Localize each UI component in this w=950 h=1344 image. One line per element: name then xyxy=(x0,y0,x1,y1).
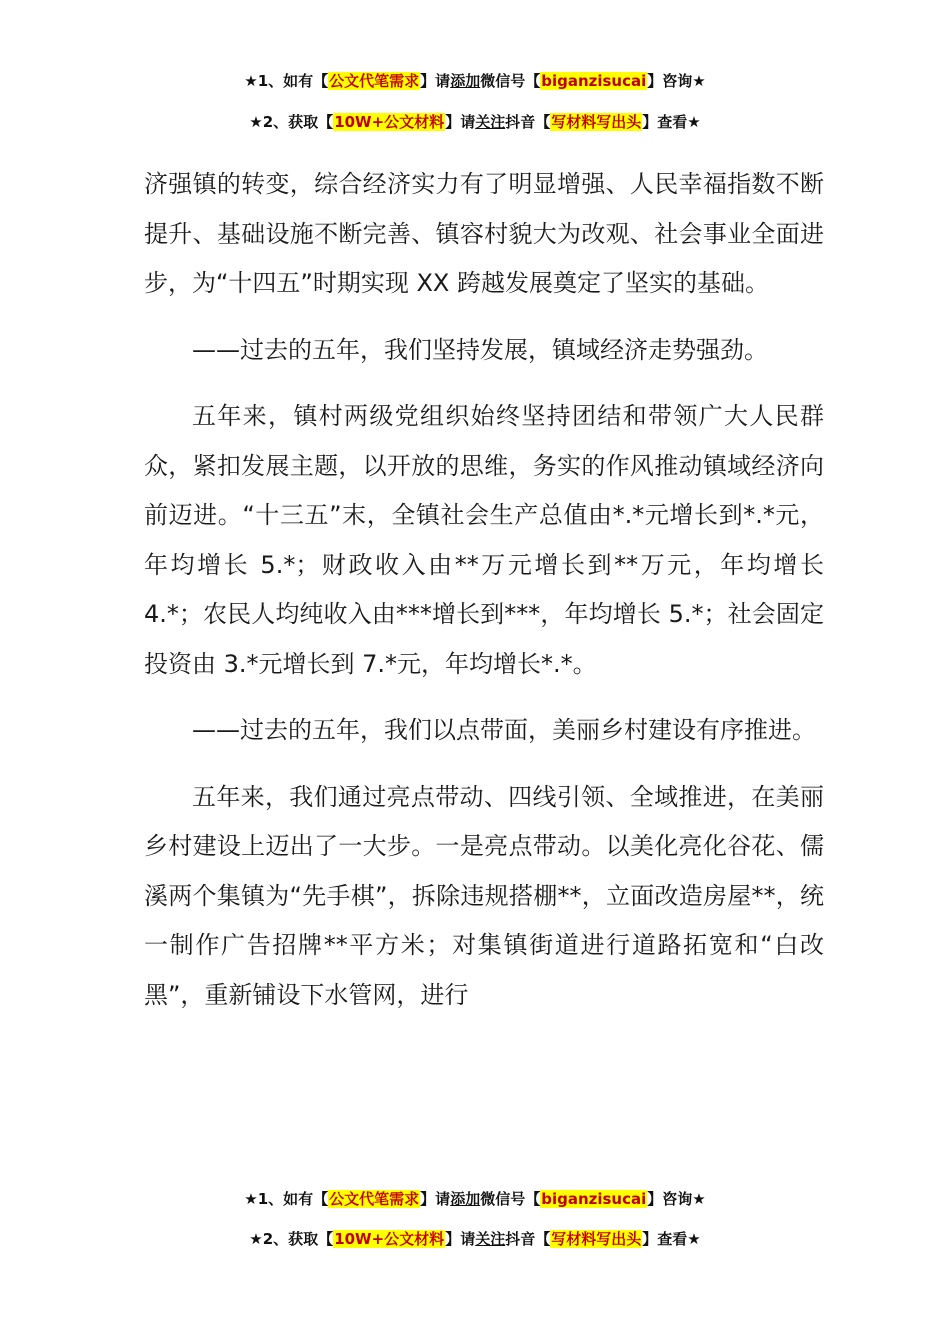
banner-highlight: 公文代笔需求 xyxy=(329,72,420,90)
banner-underline: 关注 xyxy=(475,113,506,131)
banner-text: 】请 xyxy=(445,1230,476,1248)
banner-text: ★1、如有【 xyxy=(244,1190,329,1208)
paragraph: 五年来，我们通过亮点带动、四线引领、全域推进，在美丽乡村建设上迈出了一大步。一是亮点带动。以美化亮化谷花、儒溪两个集镇为“先手棋”，拆除违规搭棚**，立面改造房屋**，统一制作广告招牌**平方米；对集镇街道进行道路拓宽和“白改黑”，重新铺设下水管网，进行 xyxy=(144,782,824,1009)
banner-highlight: 10W+公文材料 xyxy=(334,1230,445,1248)
banner-text: ★2、获取【 xyxy=(249,113,334,131)
banner-highlight: 10W+公文材料 xyxy=(334,113,445,131)
banner-underline: 添加 xyxy=(450,1190,481,1208)
document-body xyxy=(144,160,824,1037)
banner-text: 微信号【 xyxy=(480,72,541,90)
paragraph: 五年来，镇村两级党组织始终坚持团结和带领广大人民群众，紧扣发展主题，以开放的思维，务实的作风推动镇域经济向前迈进。“十三五”末，全镇社会生产总值由*.*元增长到*.*元，年均增长 5.*；财政收入由**万元增长到**万元，年均增长 4.*；农民人均纯收入由***增长到***，年均增长 5.*；社会固定投资由 3.*元增长到 7.*元，年均增长*.*。 xyxy=(144,402,824,678)
paragraph: 济强镇的转变，综合经济实力有了明显增强、人民幸福指数不断提升、基础设施不断完善、镇容村貌大为改观、社会事业全面进步，为“十四五”时期实现 XX 跨越发展奠定了坚实的基础。 xyxy=(144,170,824,297)
banner-text: 微信号【 xyxy=(480,1190,541,1208)
banner-text: 】咨询★ xyxy=(647,1190,706,1208)
banner-highlight: 写材料写出头 xyxy=(551,113,642,131)
footer-banner-line-1 xyxy=(0,1188,950,1209)
banner-text: ★1、如有【 xyxy=(244,72,329,90)
paragraph: ——过去的五年，我们坚持发展，镇域经济走势强劲。 xyxy=(192,335,768,364)
banner-text: 】请 xyxy=(445,113,476,131)
header-banner-line-1 xyxy=(0,70,950,91)
banner-highlight: biganzisucai xyxy=(541,72,647,90)
banner-text: 抖音【 xyxy=(505,1230,551,1248)
header-banner-line-2 xyxy=(0,111,950,132)
banner-text: 抖音【 xyxy=(505,113,551,131)
banner-text: 】咨询★ xyxy=(647,72,706,90)
banner-text: ★2、获取【 xyxy=(249,1230,334,1248)
footer-banner-line-2 xyxy=(0,1228,950,1249)
banner-text: 】请 xyxy=(420,72,451,90)
banner-text: 】请 xyxy=(420,1190,451,1208)
paragraph: ——过去的五年，我们以点带面，美丽乡村建设有序推进。 xyxy=(192,716,816,744)
banner-highlight: 写材料写出头 xyxy=(551,1230,642,1248)
banner-underline: 关注 xyxy=(475,1230,506,1248)
banner-highlight: 公文代笔需求 xyxy=(329,1190,420,1208)
banner-text: 】查看★ xyxy=(642,1230,701,1248)
banner-highlight: biganzisucai xyxy=(541,1190,647,1208)
banner-underline: 添加 xyxy=(450,72,481,90)
banner-text: 】查看★ xyxy=(642,113,701,131)
